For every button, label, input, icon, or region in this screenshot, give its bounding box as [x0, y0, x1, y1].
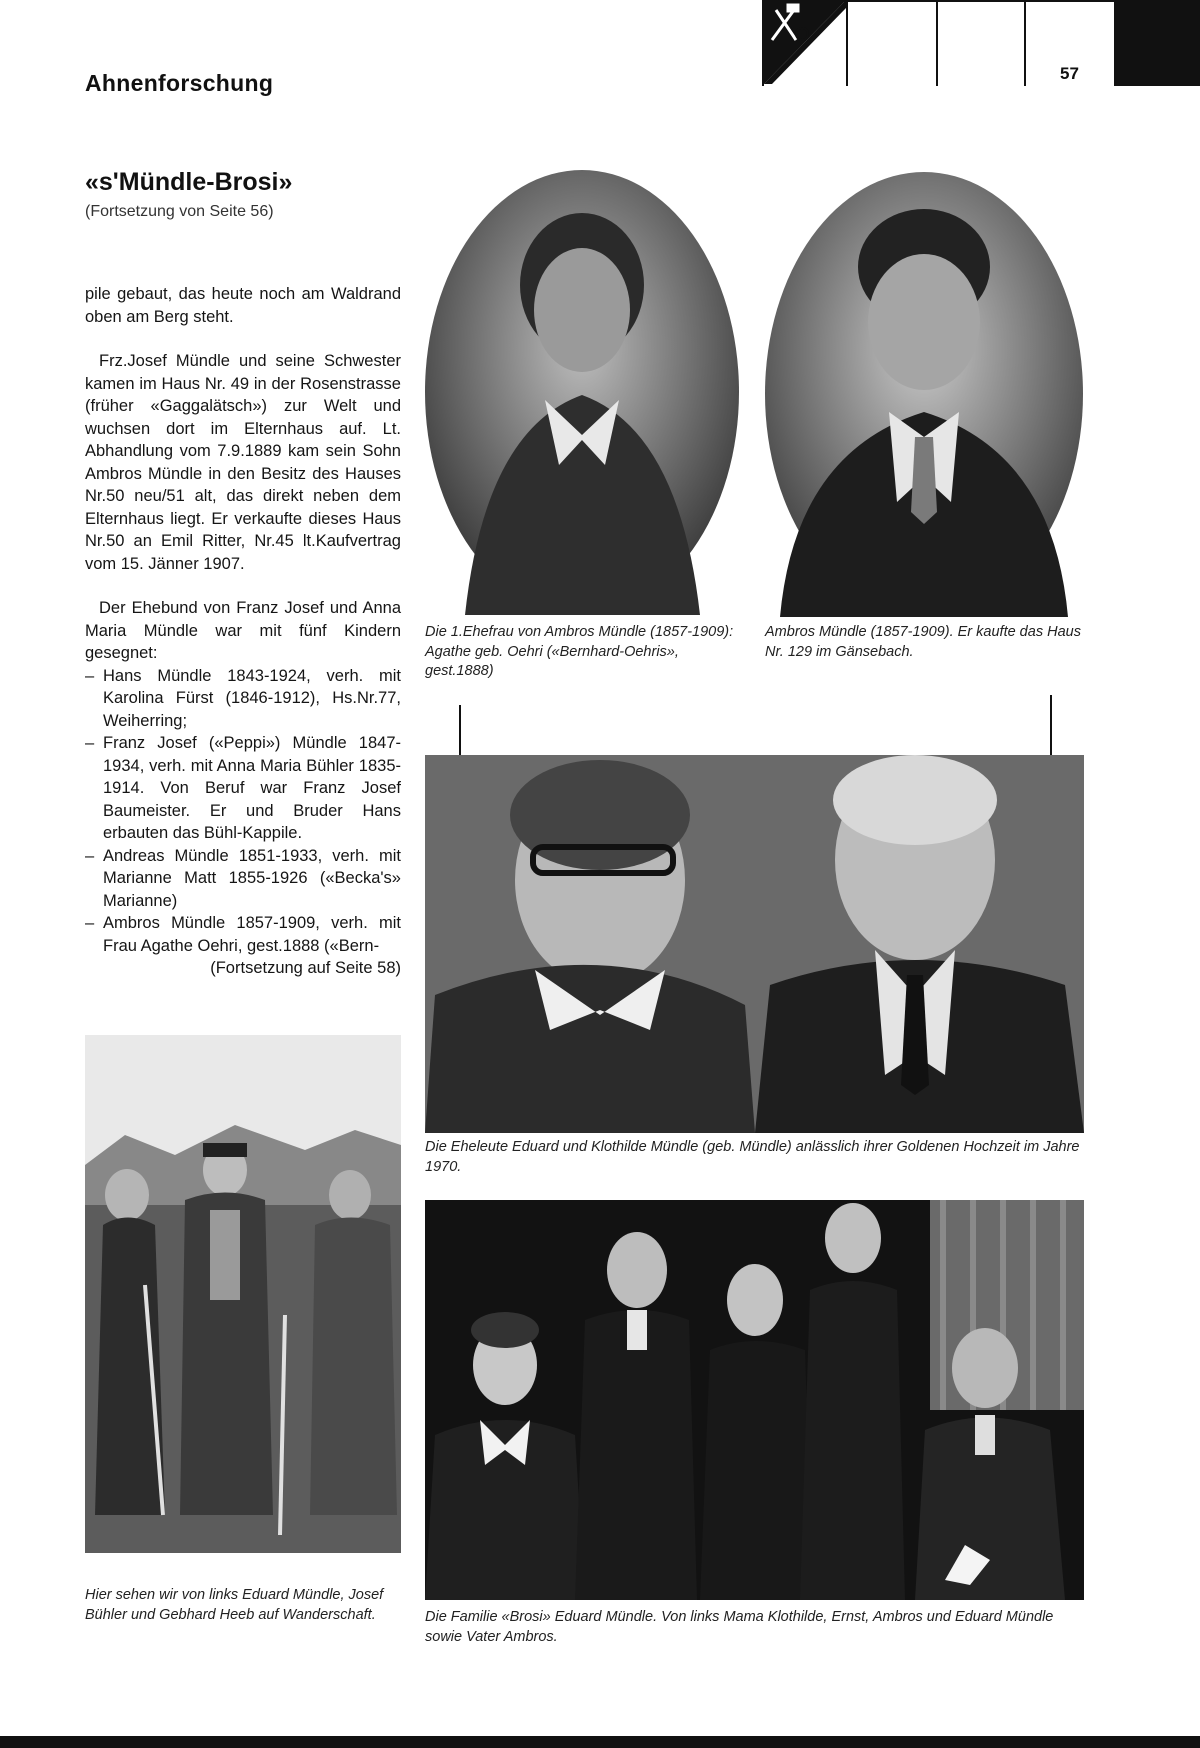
caption-hikers: Hier sehen wir von links Eduard Mündle, Josef Bühler und Gebhard Heeb auf Wanderschaft. — [85, 1587, 384, 1623]
paragraph: Frz.Josef Mündle und seine Schwester kamen im Haus Nr. 49 in der Rosenstrasse (früher «Gaggalätsch») zur Welt und wuchsen dort im Elternhaus auf. Lt. Abhandlung vom 7.9.1889 kam sein Sohn Ambros Mündle in den Besitz des Hauses Nr.50 neu/51 alt, das direkt neben dem Elternhaus liegt. Er verkaufte dieses Haus Nr.50 an Emil Ritter, Nr.45 lt.Kaufvertrag vom 15. Jänner 1907. — [85, 352, 401, 573]
list-item: – Ambros Mündle 1857-1909, verh. mit Frau Agathe Oehri, gest.1888 («Bern- — [85, 912, 401, 957]
tab-divider — [846, 0, 848, 86]
photo-agathe-image — [425, 170, 740, 615]
emblem-icon — [764, 0, 846, 84]
photo-family — [425, 1200, 1084, 1600]
photo-ambros — [765, 172, 1083, 617]
caption-family: Die Familie «Brosi» Eduard Mündle. Von links Mama Klothilde, Ernst, Ambros und Eduard Mündle sowie Vater Ambros. — [425, 1609, 1054, 1645]
children-list — [85, 665, 401, 958]
margin-block — [1115, 0, 1200, 86]
continued-from: (Fortsetzung von Seite 56) — [85, 203, 274, 220]
photo-hikers — [85, 1035, 401, 1553]
paragraph: Der Ehebund von Franz Josef und Anna Maria Mündle war mit fünf Kindern gesegnet: — [85, 599, 401, 662]
list-item: – Franz Josef («Peppi») Mündle 1847-1934, verh. mit Anna Maria Bühler 1835-1914. Von Beruf war Franz Josef Baumeister. Er und Bruder Hans erbauten das Bühl-Kappile. — [85, 732, 401, 845]
tab-divider — [1024, 0, 1026, 86]
page-bottom-bar — [0, 1736, 1200, 1748]
section-title: Ahnenforschung — [85, 70, 274, 96]
caption-agathe: Die 1.Ehefrau von Ambros Mündle (1857-1909): Agathe geb. Oehri («Bernhard-Oehris», gest.1888) — [425, 624, 734, 679]
caption-couple: Die Eheleute Eduard und Klothilde Mündle (geb. Mündle) anlässlich ihrer Goldenen Hochzeit im Jahre 1970. — [425, 1139, 1080, 1175]
paragraph: pile gebaut, das heute noch am Waldrand oben am Berg steht. — [85, 285, 401, 326]
caption-ambros: Ambros Mündle (1857-1909). Er kaufte das Haus Nr. 129 im Gänsebach. — [765, 624, 1081, 660]
list-item: – Andreas Mündle 1851-1933, verh. mit Marianne Matt 1855-1926 («Becka's» Marianne) — [85, 845, 401, 913]
list-item: – Hans Mündle 1843-1924, verh. mit Karolina Fürst (1846-1912), Hs.Nr.77, Weiherring; — [85, 665, 401, 733]
continued-to: (Fortsetzung auf Seite 58) — [210, 959, 401, 977]
photo-couple — [425, 755, 1084, 1133]
article-body — [85, 283, 401, 980]
article-title: «s'Mündle-Brosi» — [85, 168, 293, 196]
page-number: 57 — [1060, 64, 1079, 83]
tab-divider — [936, 0, 938, 86]
